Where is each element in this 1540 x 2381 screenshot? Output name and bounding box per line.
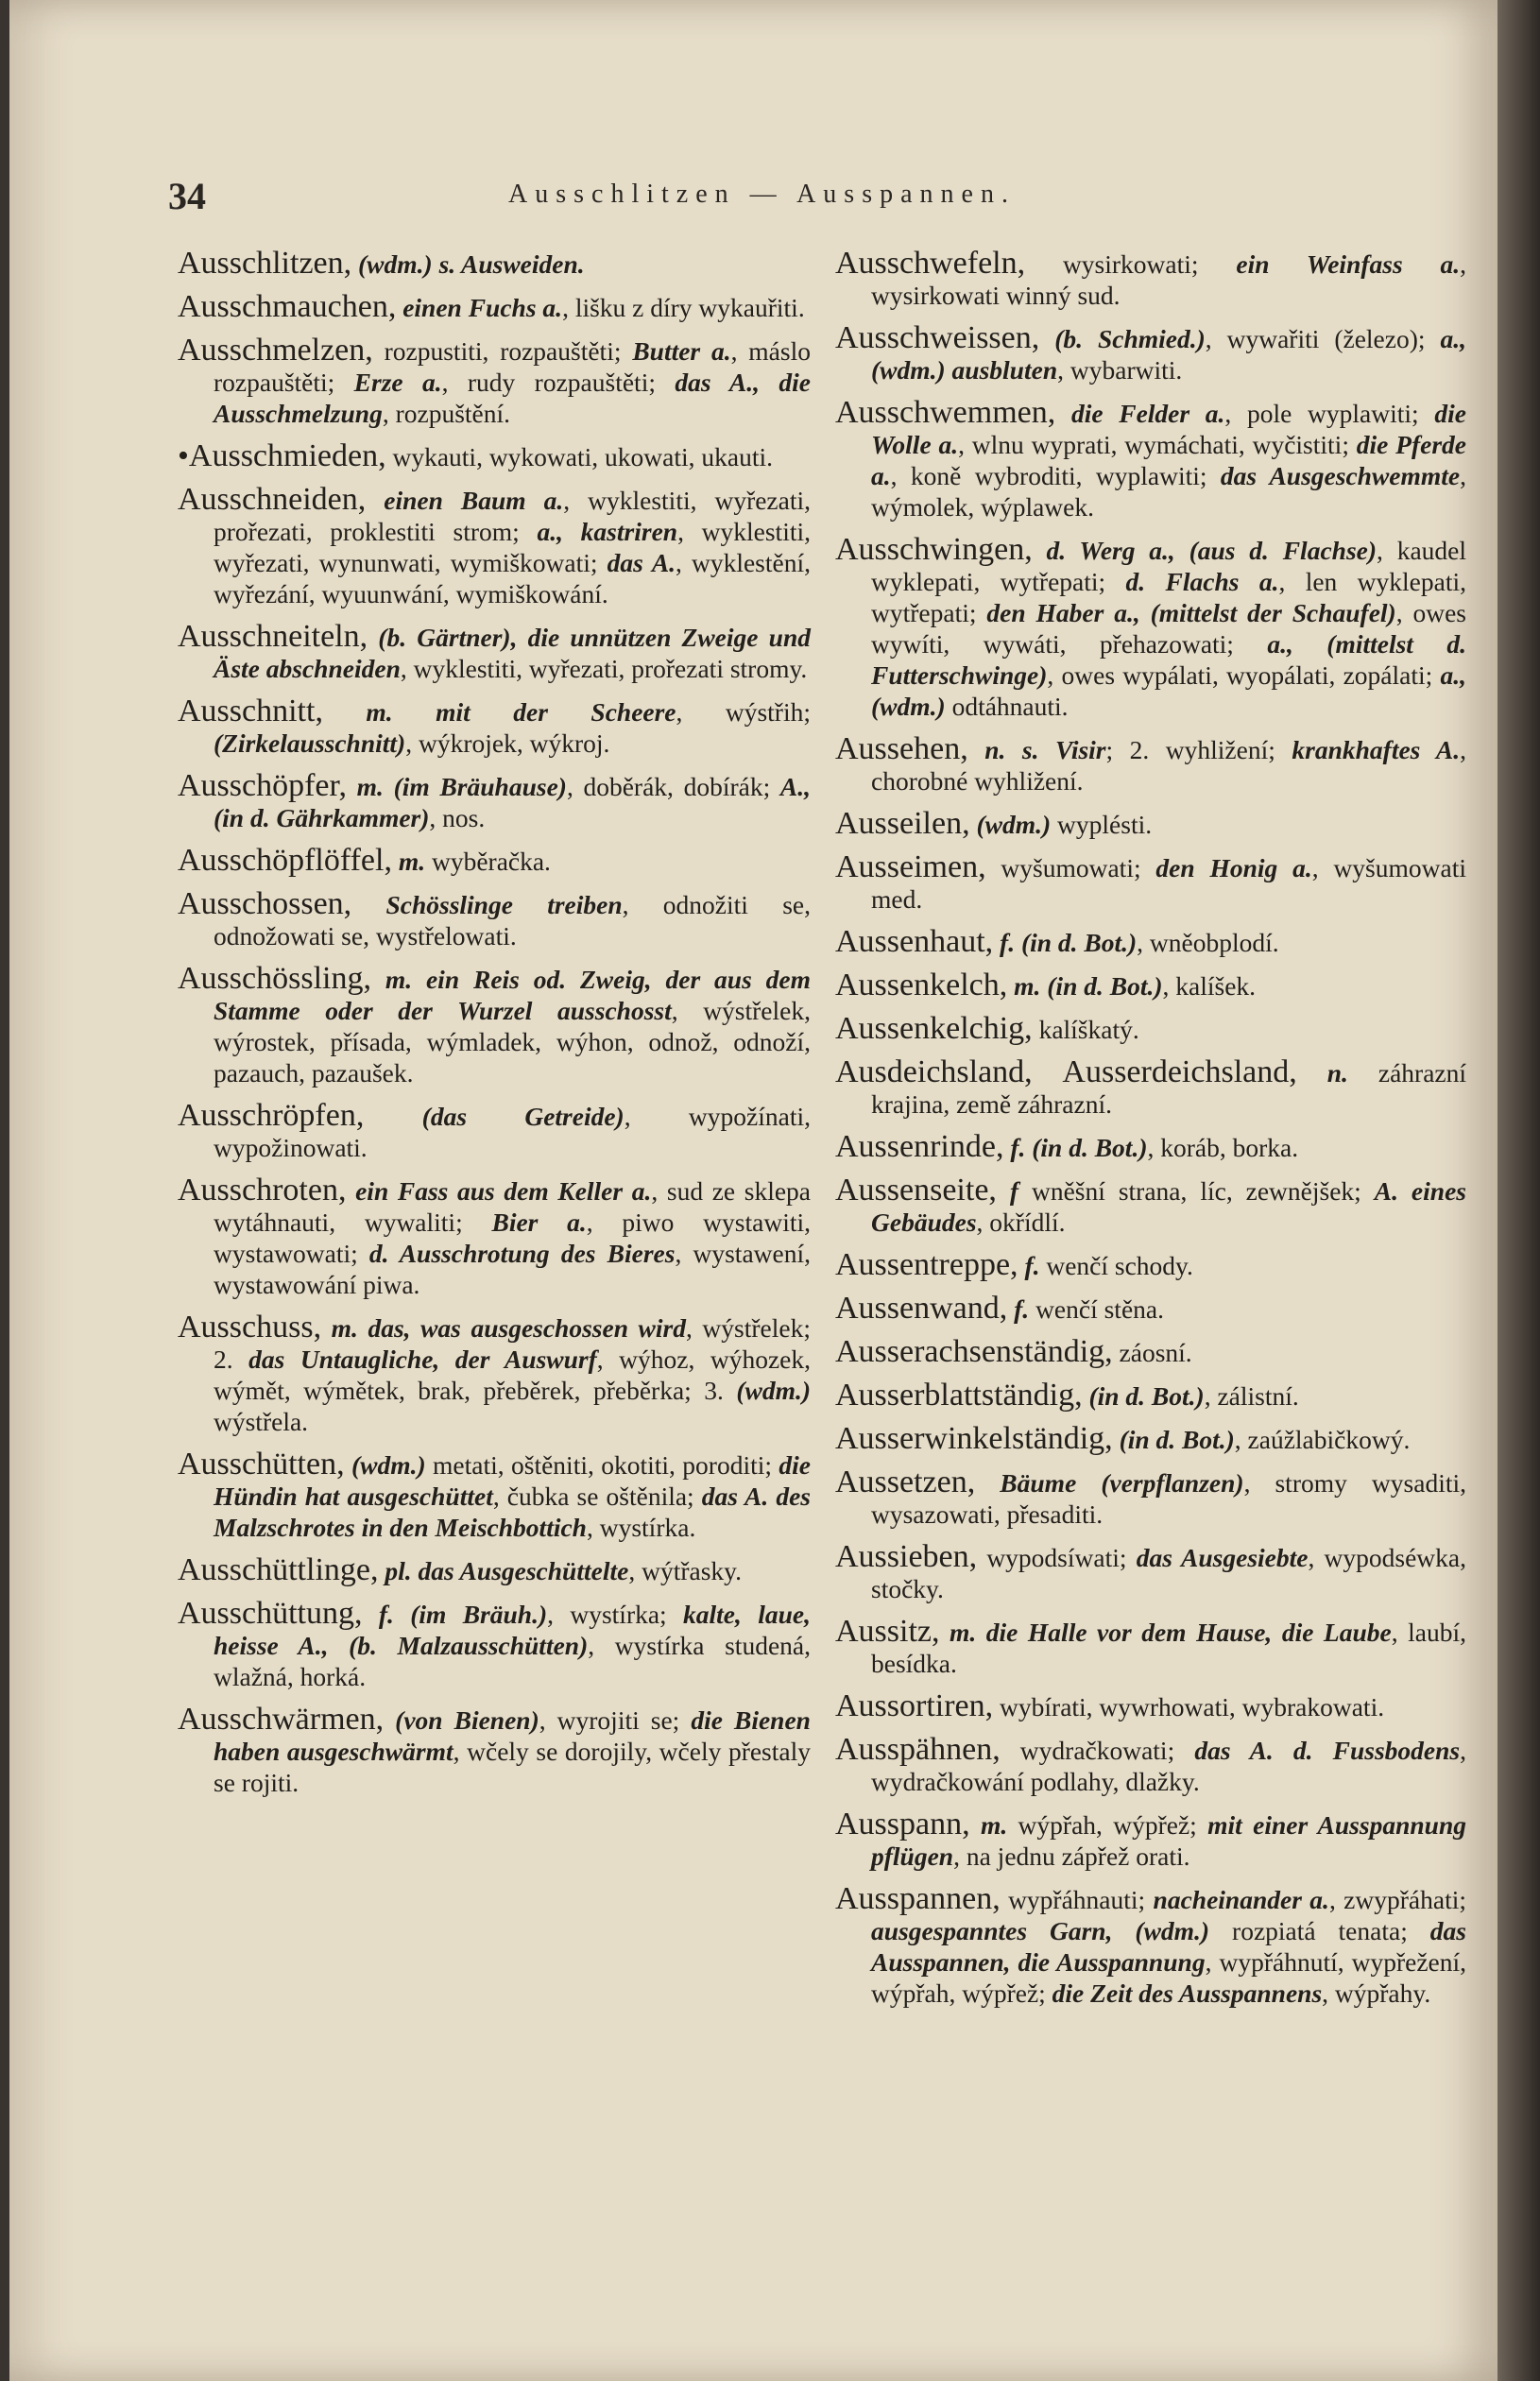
entry-headword: Ausschröpfen, — [178, 1098, 365, 1133]
entry-translation: , máslo rozpauštěti; — [214, 336, 811, 397]
dictionary-entry — [835, 808, 1466, 840]
entry-translation: , wýstřih; — [676, 697, 811, 727]
entry-german-phrase: f. (in d. Bot.) — [1003, 1133, 1148, 1162]
entry-german-phrase: a., kastriren — [537, 517, 678, 546]
entry-headword: Aussenkelchig, — [835, 1011, 1033, 1046]
entry-headword: Ausserachsenständig, — [835, 1334, 1113, 1369]
running-head: Ausschlitzen — Ausspannen. — [508, 180, 1016, 209]
entry-translation: , koně wybroditi, wyplawiti; — [890, 461, 1221, 490]
entry-translation: , wyklestiti, wyřezati, wynunwati, wymiškowati; — [214, 517, 811, 577]
entry-german-phrase: m. mit der Scheere — [322, 697, 676, 727]
entry-german-phrase: Schösslinge treiben — [351, 890, 623, 919]
entry-translation: wýpřah, wýpřež; — [1007, 1810, 1208, 1840]
entry-german-phrase: (das Getreide) — [364, 1102, 625, 1131]
entry-headword: Ausserblattständig, — [835, 1378, 1083, 1413]
entry-headword: Ausschütten, — [178, 1447, 345, 1482]
entry-german-phrase: die Felder a. — [1055, 399, 1225, 428]
entry-german-phrase: (wdm.) s. Ausweiden. — [358, 249, 585, 279]
entry-german-phrase: f. — [1007, 1294, 1030, 1324]
entry-translation: wydračkowati; — [1000, 1736, 1195, 1765]
entry-translation: , rudy rozpauštěti; — [441, 368, 676, 397]
entry-german-phrase: einen Baum a. — [366, 486, 564, 515]
entry-translation: záosní. — [1112, 1338, 1192, 1367]
entry-translation: , wýkrojek, wýkroj. — [405, 728, 610, 758]
entry-headword: Ausspannen, — [835, 1881, 1001, 1916]
dictionary-entry — [178, 248, 811, 280]
dictionary-entry — [835, 1249, 1466, 1281]
entry-translation: záhrazní krajina, země záhrazní. — [871, 1058, 1467, 1119]
entry-german-phrase: A. eines Gebäudes — [871, 1176, 1466, 1237]
entry-german-phrase: krankhaftes A. — [1292, 735, 1461, 764]
entry-translation: , wýhoz, wýhozek, wýmět, wýmětek, brak, přeběrek, přeběrka; 3. — [214, 1345, 812, 1405]
entry-german-phrase: f. — [1018, 1251, 1040, 1280]
entry-translation: , na jednu zápřež orati. — [953, 1841, 1190, 1871]
entry-german-phrase: die Pferde a. — [871, 430, 1467, 490]
entry-german-phrase: (wdm.) — [344, 1450, 426, 1480]
entry-translation: kalíškatý. — [1032, 1015, 1139, 1044]
entry-headword: Ausschnitt, — [178, 694, 323, 728]
entry-german-phrase: d. Flachs a. — [1125, 567, 1279, 596]
entry-translation: , doběrák, dobírák; — [566, 772, 780, 801]
page-number: 34 — [168, 175, 206, 217]
dictionary-entry — [178, 1554, 811, 1586]
dictionary-entry — [835, 1336, 1466, 1368]
entry-headword: Ausseilen, — [835, 806, 970, 841]
entry-german-phrase: d. Ausschrotung des Bieres — [368, 1239, 676, 1268]
entry-german-phrase: das Ausspannen, die Ausspannung — [871, 1916, 1466, 1977]
entry-translation: wybírati, wywrhowati, wybrakowati. — [993, 1692, 1385, 1722]
entry-translation: , čubka se oštěnila; — [492, 1482, 702, 1511]
entry-translation: , owes wywíti, wywáti, přehazowati; — [871, 598, 1466, 659]
entry-translation: , sud ze sklepa wytáhnauti, wywaliti; — [214, 1176, 811, 1237]
dictionary-entry — [178, 484, 811, 609]
entry-german-phrase: m. (im Bräuhause) — [346, 772, 567, 801]
entry-translation: , owes wypálati, wyopálati, zopálati; — [1047, 660, 1441, 690]
entry-translation: , len wyklepati, wytřepati; — [871, 567, 1466, 627]
dictionary-entry — [178, 770, 811, 833]
entry-headword: Ausschwärmen, — [178, 1702, 385, 1737]
entry-headword: Ausschöpflöffel, — [178, 843, 392, 878]
entry-translation: , wyklestiti, wyřezati, prořezati stromy. — [400, 654, 808, 683]
entry-translation: , stromy wysaditi, wysazowati, přesaditi. — [871, 1468, 1466, 1529]
entry-translation: , wyklestění, wyřezání, wyuunwání, wymiškowání. — [214, 548, 811, 608]
entry-translation: , wypožínati, wypožinowati. — [214, 1102, 811, 1162]
dictionary-entry — [178, 963, 811, 1088]
dictionary-entry — [835, 1466, 1466, 1530]
entry-german-phrase: A., (in d. Gährkammer) — [214, 772, 811, 832]
dictionary-entry — [835, 733, 1466, 797]
entry-german-phrase: (wdm.) — [969, 810, 1052, 839]
entry-translation: , odnožiti se, odnožowati se, wystřelowati. — [214, 890, 811, 951]
entry-german-phrase: n. — [1296, 1058, 1348, 1088]
entry-headword: Ausschwingen, — [835, 532, 1033, 567]
entry-headword: Aussitz, — [835, 1614, 940, 1649]
entry-translation: wykauti, wykowati, ukowati, ukauti. — [385, 442, 773, 471]
entry-translation: , wydračkowání podlahy, dlažky. — [871, 1736, 1466, 1796]
entry-headword: Ausseimen, — [835, 849, 986, 884]
entry-translation: , zaúžlabičkowý. — [1234, 1425, 1411, 1454]
entry-german-phrase: das A. — [607, 548, 676, 577]
entry-translation: wyběračka. — [425, 847, 551, 876]
page-header — [168, 174, 1113, 221]
entry-german-phrase: pl. das Ausgeschüttelte — [378, 1556, 629, 1585]
dictionary-entry — [178, 845, 811, 877]
entry-german-phrase: das Ausgesiebte — [1136, 1543, 1309, 1572]
entry-translation: wysirkowati; — [1025, 249, 1237, 279]
entry-headword: Aussenrinde, — [835, 1129, 1004, 1164]
entry-translation: , wyrojiti se; — [539, 1705, 692, 1735]
entry-headword: Aussenhaut, — [835, 924, 994, 959]
dictionary-entry — [835, 534, 1466, 722]
entry-headword: Ausschwefeln, — [835, 246, 1026, 281]
entry-headword: Ausschroten, — [178, 1173, 347, 1208]
dictionary-entry — [178, 1704, 811, 1798]
dictionary-entry — [178, 291, 811, 323]
entry-german-phrase: das A., die Ausschmelzung — [214, 368, 811, 428]
dictionary-entry — [835, 1734, 1466, 1797]
entry-headword: Aussenseite, — [835, 1173, 997, 1208]
entry-headword: Ausspähnen, — [835, 1732, 1001, 1767]
entry-headword: Ausschneiden, — [178, 482, 367, 517]
entry-headword: Aussetzen, — [835, 1465, 976, 1499]
entry-translation: ; 2. wyhližení; — [1105, 735, 1292, 764]
right-column — [835, 248, 1466, 2020]
dictionary-entry — [178, 440, 811, 472]
book-edge — [1497, 0, 1540, 2381]
entry-translation: , kaudel wyklepati, wytřepati; — [871, 536, 1466, 596]
dictionary-entry — [835, 248, 1466, 311]
entry-translation: wněšní strana, líc, zewnějšek; — [1018, 1176, 1375, 1206]
entry-translation: wenčí schody. — [1039, 1251, 1193, 1280]
dictionary-entry — [835, 1174, 1466, 1238]
entry-headword: Ausdeichsland, Ausserdeichsland, — [835, 1054, 1297, 1089]
entry-german-phrase: die Hündin hat ausgeschüttet — [214, 1450, 811, 1511]
entry-translation: wypřáhnauti; — [1000, 1885, 1154, 1914]
entry-translation: , wlnu wyprati, wymáchati, wyčistiti; — [958, 430, 1357, 459]
entry-german-phrase: a., (wdm.) ausbluten — [871, 324, 1466, 385]
entry-german-phrase: das Untaugliche, der Auswurf — [248, 1345, 597, 1374]
entry-german-phrase: den Haber a., (mittelst der Schaufel) — [986, 598, 1396, 627]
entry-headword: Ausspann, — [835, 1807, 970, 1841]
entry-german-phrase: f. (in d. Bot.) — [993, 928, 1138, 957]
dictionary-entry — [178, 1100, 811, 1163]
dictionary-entry — [835, 1690, 1466, 1722]
entry-german-phrase: m. (in d. Bot.) — [1007, 971, 1163, 1001]
entry-headword: Ausschmelzen, — [178, 333, 373, 368]
dictionary-entry — [835, 926, 1466, 958]
entry-translation: wýstřela. — [214, 1407, 309, 1436]
entry-german-phrase: das A. des Malzschrotes in den Meischbottich — [214, 1482, 811, 1542]
entry-translation: , wýstřelek; 2. — [214, 1313, 811, 1374]
entry-german-phrase: (Zirkelausschnitt) — [214, 728, 406, 758]
entry-translation: , wywařiti (železo); — [1205, 324, 1441, 353]
dictionary-entry — [835, 1883, 1466, 2009]
entry-german-phrase: Bier a. — [491, 1208, 587, 1237]
entry-translation: , piwo wystawiti, wystawowati; — [214, 1208, 811, 1268]
left-column — [178, 248, 811, 1809]
entry-german-phrase: m. — [391, 847, 426, 876]
entry-german-phrase: (in d. Bot.) — [1082, 1381, 1205, 1411]
entry-german-phrase: (wdm.) — [736, 1376, 811, 1405]
entry-translation: , okřídlí. — [976, 1208, 1066, 1237]
entry-translation: , chorobné wyhližení. — [871, 735, 1466, 796]
entry-translation: , wystawení, wystawowání piwa. — [214, 1239, 811, 1299]
entry-headword: Aussortiren, — [835, 1688, 994, 1723]
entry-german-phrase: den Honig a. — [1155, 853, 1312, 882]
dictionary-entry — [178, 695, 811, 759]
entry-headword: Ausschneiteln, — [178, 619, 368, 654]
entry-german-phrase: mit einer Ausspannung pflügen — [871, 1810, 1466, 1871]
entry-german-phrase: (b. Gärtner), die unnützen Zweige und Äste abschneiden — [214, 623, 811, 683]
entry-translation: wyplésti. — [1051, 810, 1153, 839]
entry-german-phrase: (b. Schmied.) — [1039, 324, 1206, 353]
dictionary-entry — [835, 1423, 1466, 1455]
dictionary-entry — [178, 1174, 811, 1300]
entry-translation: , koráb, borka. — [1147, 1133, 1299, 1162]
entry-translation: , wýpřahy. — [1322, 1978, 1431, 2008]
entry-translation: , wyklestiti, wyřezati, prořezati, proklestiti strom; — [214, 486, 812, 546]
entry-german-phrase: m. — [969, 1810, 1008, 1840]
entry-german-phrase: (von Bienen) — [384, 1705, 539, 1735]
entry-german-phrase: Erze a. — [353, 368, 442, 397]
entry-translation: wyšumowati; — [985, 853, 1156, 882]
entry-headword: Ausschössling, — [178, 961, 371, 996]
entry-translation: , laubí, besídka. — [871, 1618, 1466, 1678]
dictionary-entry — [835, 1293, 1466, 1325]
dictionary-entry — [835, 1541, 1466, 1604]
entry-headword: •Ausschmieden, — [178, 438, 386, 473]
entry-translation: rozpiatá tenata; — [1209, 1916, 1430, 1945]
entry-translation: , wypřáhnutí, wypřežení, wýpřah, wýpřež; — [871, 1947, 1467, 2008]
entry-translation: , wypodséwka, stočky. — [871, 1543, 1466, 1603]
dictionary-entry — [178, 621, 811, 684]
entry-translation: , nos. — [429, 803, 486, 832]
entry-translation: , zálistní. — [1204, 1381, 1299, 1411]
dictionary-entry — [178, 1598, 811, 1692]
entry-headword: Ausschuss, — [178, 1310, 322, 1345]
entry-translation: , wýmolek, wýplawek. — [871, 461, 1466, 522]
entry-translation: , wysirkowati winný sud. — [871, 249, 1466, 310]
dictionary-entry — [835, 1013, 1466, 1045]
entry-german-phrase: nacheinander a. — [1153, 1885, 1329, 1914]
dictionary-entry — [178, 888, 811, 951]
entry-german-phrase: Butter a. — [632, 336, 731, 366]
entry-translation: , wýtřasky. — [628, 1556, 742, 1585]
entry-german-phrase: die Zeit des Ausspannens — [1052, 1978, 1323, 2008]
entry-translation: , wněobplodí. — [1137, 928, 1279, 957]
entry-translation: , rozpuštění. — [382, 399, 511, 428]
entry-german-phrase: f — [996, 1176, 1019, 1206]
entry-german-phrase: f. (im Bräuh.) — [362, 1600, 548, 1629]
entry-german-phrase: das Ausgeschwemmte — [1220, 461, 1461, 490]
entry-translation: wypodsíwati; — [977, 1543, 1137, 1572]
entry-translation: rozpustiti, rozpauštěti; — [372, 336, 633, 366]
entry-translation: , wčely se dorojily, wčely přestaly se rojiti. — [214, 1737, 812, 1797]
entry-translation: , wystírka; — [547, 1600, 684, 1629]
entry-german-phrase: m. die Halle vor dem Hause, die Laube — [939, 1618, 1392, 1647]
entry-german-phrase: Bäume (verpflanzen) — [975, 1468, 1244, 1498]
entry-german-phrase: die Wolle a. — [871, 399, 1466, 459]
entry-headword: Ausschweissen, — [835, 320, 1040, 355]
entry-headword: Ausschmauchen, — [178, 289, 397, 324]
entry-translation: , wyšumowati med. — [871, 853, 1466, 914]
dictionary-entry — [178, 1311, 811, 1437]
entry-translation: , wystírka studená, wlažná, horká. — [214, 1631, 811, 1691]
entry-german-phrase: ein Weinfass a. — [1236, 249, 1461, 279]
entry-german-phrase: ein Fass aus dem Keller a. — [346, 1176, 652, 1206]
entry-translation: , wybarwiti. — [1057, 355, 1183, 385]
entry-translation: metati, oštěniti, okotiti, poroditi; — [425, 1450, 779, 1480]
dictionary-entry — [835, 969, 1466, 1002]
dictionary-entry — [835, 1808, 1466, 1872]
entry-german-phrase: d. Werg a., (aus d. Flachse) — [1032, 536, 1377, 565]
entry-translation: , pole wyplawiti; — [1224, 399, 1435, 428]
entry-translation: , wýstřelek, wýrostek, přísada, wýmladek, wýhon, odnož, odnoží, pazauch, pazaušek. — [214, 996, 811, 1088]
entry-german-phrase: einen Fuchs a. — [396, 293, 563, 322]
entry-german-phrase: a., (mittelst d. Futterschwinge) — [871, 629, 1466, 690]
entry-headword: Aussentreppe, — [835, 1247, 1018, 1282]
entry-translation — [351, 249, 358, 279]
dictionary-entry — [835, 1131, 1466, 1163]
entry-german-phrase: die Bienen haben ausgeschwärmt — [214, 1705, 811, 1766]
entry-headword: Ausschüttlinge, — [178, 1552, 379, 1587]
entry-german-phrase: (in d. Bot.) — [1112, 1425, 1235, 1454]
dictionary-entry — [835, 322, 1466, 385]
entry-translation: odtáhnauti. — [945, 692, 1069, 721]
dictionary-entry — [178, 1448, 811, 1543]
dictionary-entry — [835, 851, 1466, 915]
dictionary-entry — [178, 334, 811, 429]
entry-headword: Ausschlitzen, — [178, 246, 352, 281]
entry-headword: Aussenkelch, — [835, 968, 1008, 1002]
entry-german-phrase: a., (wdm.) — [871, 660, 1466, 721]
entry-translation: , wystírka. — [586, 1513, 696, 1542]
dictionary-entry — [835, 1379, 1466, 1412]
entry-german-phrase: kalte, laue, heisse A., (b. Malzausschütten) — [214, 1600, 811, 1660]
entry-german-phrase: n. s. Visir — [967, 735, 1106, 764]
dictionary-entry — [835, 1616, 1466, 1679]
entry-headword: Ausschwemmen, — [835, 395, 1056, 430]
entry-translation: , lišku z díry wykauřiti. — [562, 293, 805, 322]
entry-headword: Ausserwinkelständig, — [835, 1421, 1113, 1456]
entry-headword: Ausschöpfer, — [178, 768, 347, 803]
entry-translation: , zwypřáhati; — [1328, 1885, 1466, 1914]
entry-headword: Aussieben, — [835, 1539, 978, 1574]
entry-translation: wenčí stěna. — [1029, 1294, 1164, 1324]
dictionary-entry — [835, 397, 1466, 522]
entry-headword: Ausschüttung, — [178, 1596, 363, 1631]
entry-translation: , kalíšek. — [1162, 971, 1257, 1001]
entry-headword: Aussenwand, — [835, 1291, 1008, 1326]
entry-german-phrase: m. ein Reis od. Zweig, der aus dem Stamme oder der Wurzel ausschosst — [214, 965, 811, 1025]
entry-headword: Aussehen, — [835, 731, 968, 766]
dictionary-entry — [835, 1056, 1466, 1120]
entry-headword: Ausschossen, — [178, 886, 352, 921]
entry-german-phrase: das A. d. Fussbodens — [1194, 1736, 1461, 1765]
entry-german-phrase: ausgespanntes Garn, (wdm.) — [871, 1916, 1210, 1945]
entry-german-phrase: m. das, was ausgeschossen wird — [321, 1313, 686, 1343]
